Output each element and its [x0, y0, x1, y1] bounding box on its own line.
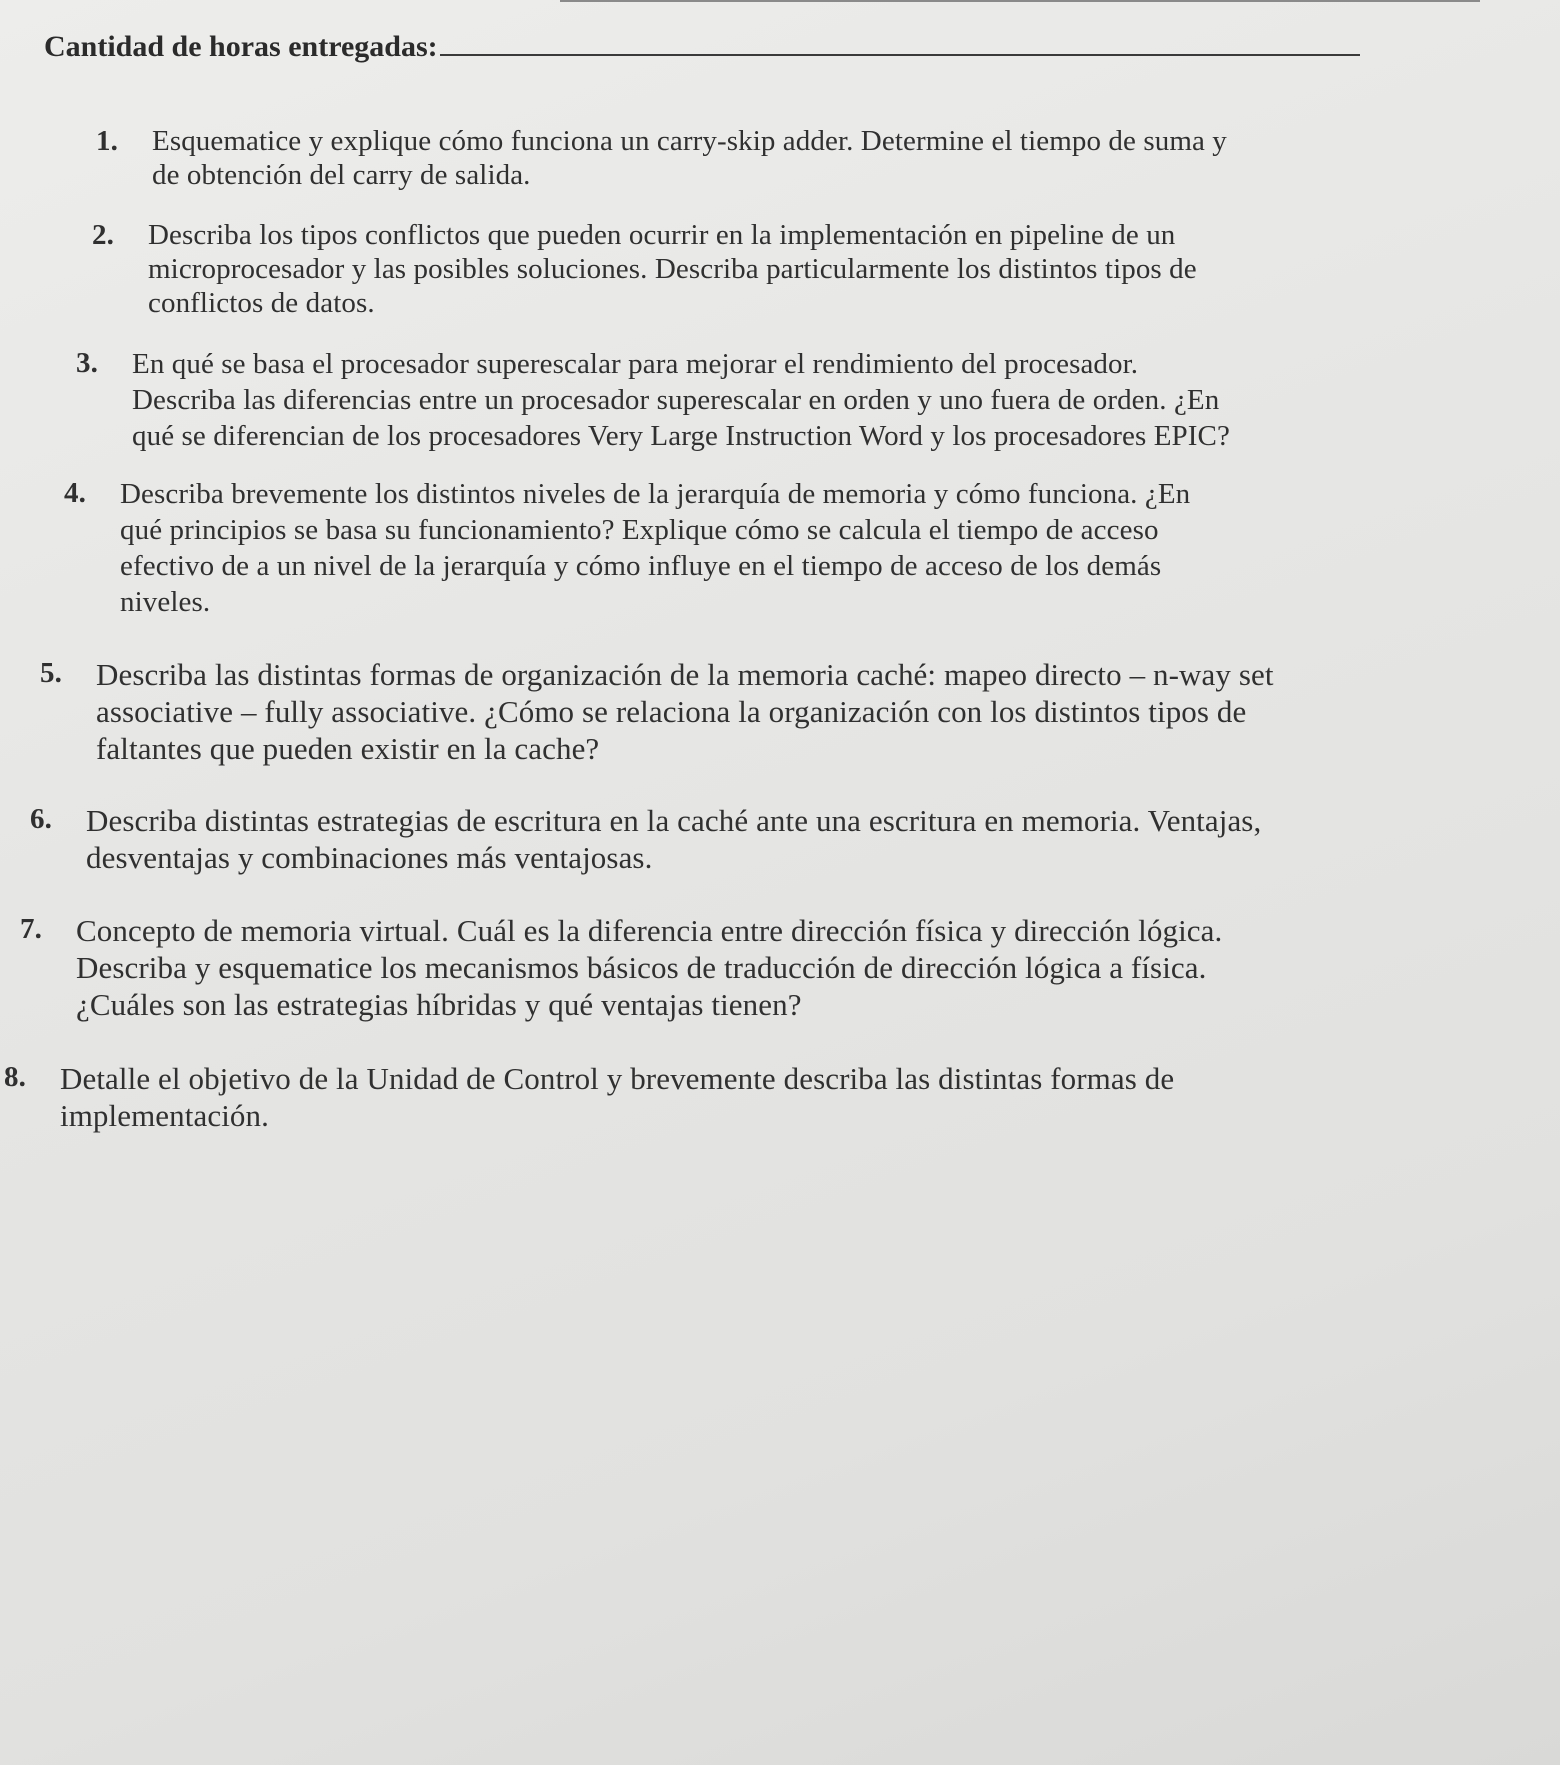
question-line: Concepto de memoria virtual. Cuál es la diferencia entre dirección física y dirección lógica.	[76, 913, 1223, 948]
question-line: qué principios se basa su funcionamiento? Explique cómo se calcula el tiempo de acceso	[120, 514, 1159, 546]
question-6	[30, 802, 1510, 876]
question-line: Describa distintas estrategias de escritura en la caché ante una escritura en memoria. Ventajas,	[86, 803, 1262, 838]
question-line: implementación.	[60, 1098, 269, 1133]
hours-delivered-blank	[440, 24, 1360, 56]
question-line: ¿Cuáles son las estrategias híbridas y qué ventajas tienen?	[76, 987, 802, 1022]
top-rule	[560, 0, 1480, 2]
question-number: 5.	[40, 657, 62, 689]
question-text	[132, 346, 1476, 454]
hours-delivered-label: Cantidad de horas entregadas:	[44, 30, 438, 63]
question-number: 6.	[30, 803, 52, 835]
question-text	[96, 656, 1500, 767]
question-number: 3.	[76, 347, 98, 379]
question-line: faltantes que pueden existir en la cache?	[96, 731, 600, 766]
question-3	[76, 346, 1476, 454]
question-text	[86, 802, 1510, 876]
question-line: conflictos de datos.	[148, 287, 375, 319]
question-line: microprocesador y las posibles soluciones. Describa particularmente los distintos tipos de	[148, 253, 1197, 285]
question-line: Describa los tipos conflictos que pueden ocurrir en la implementación en pipeline de un	[148, 219, 1176, 251]
question-number: 4.	[64, 477, 86, 509]
question-line: En qué se basa el procesador superescalar para mejorar el rendimiento del procesador.	[132, 348, 1139, 380]
question-line: associative – fully associative. ¿Cómo se relaciona la organización con los distintos tipos de	[96, 694, 1247, 729]
question-line: de obtención del carry de salida.	[152, 159, 531, 191]
question-5	[40, 656, 1500, 767]
question-1	[96, 124, 1456, 192]
question-line: Describa las distintas formas de organización de la memoria caché: mapeo directo – n-way set	[96, 657, 1274, 692]
question-number: 8.	[4, 1061, 26, 1093]
question-number: 1.	[96, 125, 118, 157]
question-2	[92, 218, 1452, 320]
question-text	[152, 124, 1456, 192]
hours-delivered-header	[44, 24, 1464, 66]
question-line: Describa brevemente los distintos niveles de la jerarquía de memoria y cómo funciona. ¿En	[120, 478, 1191, 510]
question-line: niveles.	[120, 586, 211, 618]
question-7	[20, 912, 1520, 1023]
question-line: Esquematice y explique cómo funciona un carry-skip adder. Determine el tiempo de suma y	[152, 125, 1227, 157]
question-text	[60, 1060, 1504, 1134]
question-line: Detalle el objetivo de la Unidad de Control y brevemente describa las distintas formas de	[60, 1061, 1175, 1096]
question-line: Describa las diferencias entre un procesador superescalar en orden y uno fuera de orden. ¿En	[132, 384, 1220, 416]
question-text	[120, 476, 1484, 620]
question-number: 2.	[92, 219, 114, 251]
question-line: Describa y esquematice los mecanismos básicos de traducción de dirección lógica a física.	[76, 950, 1207, 985]
question-line: efectivo de a un nivel de la jerarquía y cómo influye en el tiempo de acceso de los demás	[120, 550, 1162, 582]
question-text	[148, 218, 1452, 320]
question-8	[4, 1060, 1504, 1134]
question-line: qué se diferencian de los procesadores Very Large Instruction Word y los procesadores EPIC?	[132, 420, 1230, 452]
question-4	[64, 476, 1484, 620]
question-text	[76, 912, 1520, 1023]
question-number: 7.	[20, 913, 42, 945]
question-line: desventajas y combinaciones más ventajosas.	[86, 840, 653, 875]
